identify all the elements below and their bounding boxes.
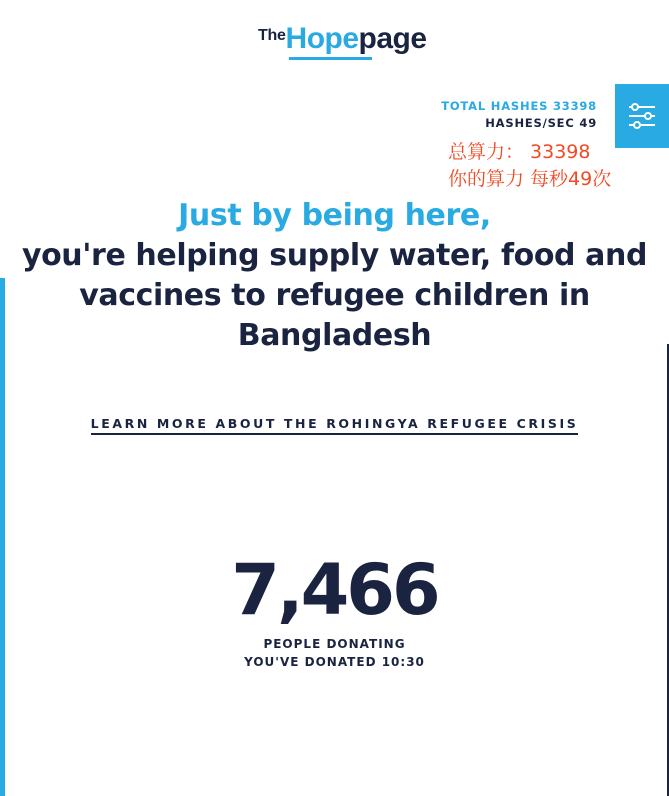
hopepage-logo[interactable] xyxy=(258,22,427,62)
donated-time-label: YOU'VE DONATED 10:30 xyxy=(244,655,425,669)
hash-stats xyxy=(441,98,597,132)
headline-accent: Just by being here, xyxy=(178,198,491,233)
settings-button[interactable] xyxy=(615,84,669,148)
logo-the: The xyxy=(258,27,286,44)
sliders-icon xyxy=(628,102,656,130)
donors-count: 7,466 xyxy=(231,549,438,631)
learn-more-row xyxy=(0,413,669,432)
annotation-rate: 你的算力 每秒49次 xyxy=(448,168,612,190)
headline xyxy=(20,196,649,356)
logo-page: page xyxy=(358,22,427,55)
headline-message: you're helping supply water, food and vaccines to refugee children in Bangladesh xyxy=(21,238,648,353)
annotation-overlay xyxy=(448,139,611,193)
left-accent-bar xyxy=(0,278,5,796)
people-donating-label: PEOPLE DONATING xyxy=(263,637,406,651)
learn-more-link[interactable]: LEARN MORE ABOUT THE ROHINGYA REFUGEE CRISIS xyxy=(91,416,579,435)
total-hashes: TOTAL HASHES 33398 xyxy=(441,99,597,113)
logo-hope: Hope xyxy=(285,22,359,55)
annotation-total: 总算力： 33398 xyxy=(448,141,591,163)
logo-underline xyxy=(289,57,372,60)
hashes-per-sec: HASHES/SEC 49 xyxy=(485,116,597,130)
